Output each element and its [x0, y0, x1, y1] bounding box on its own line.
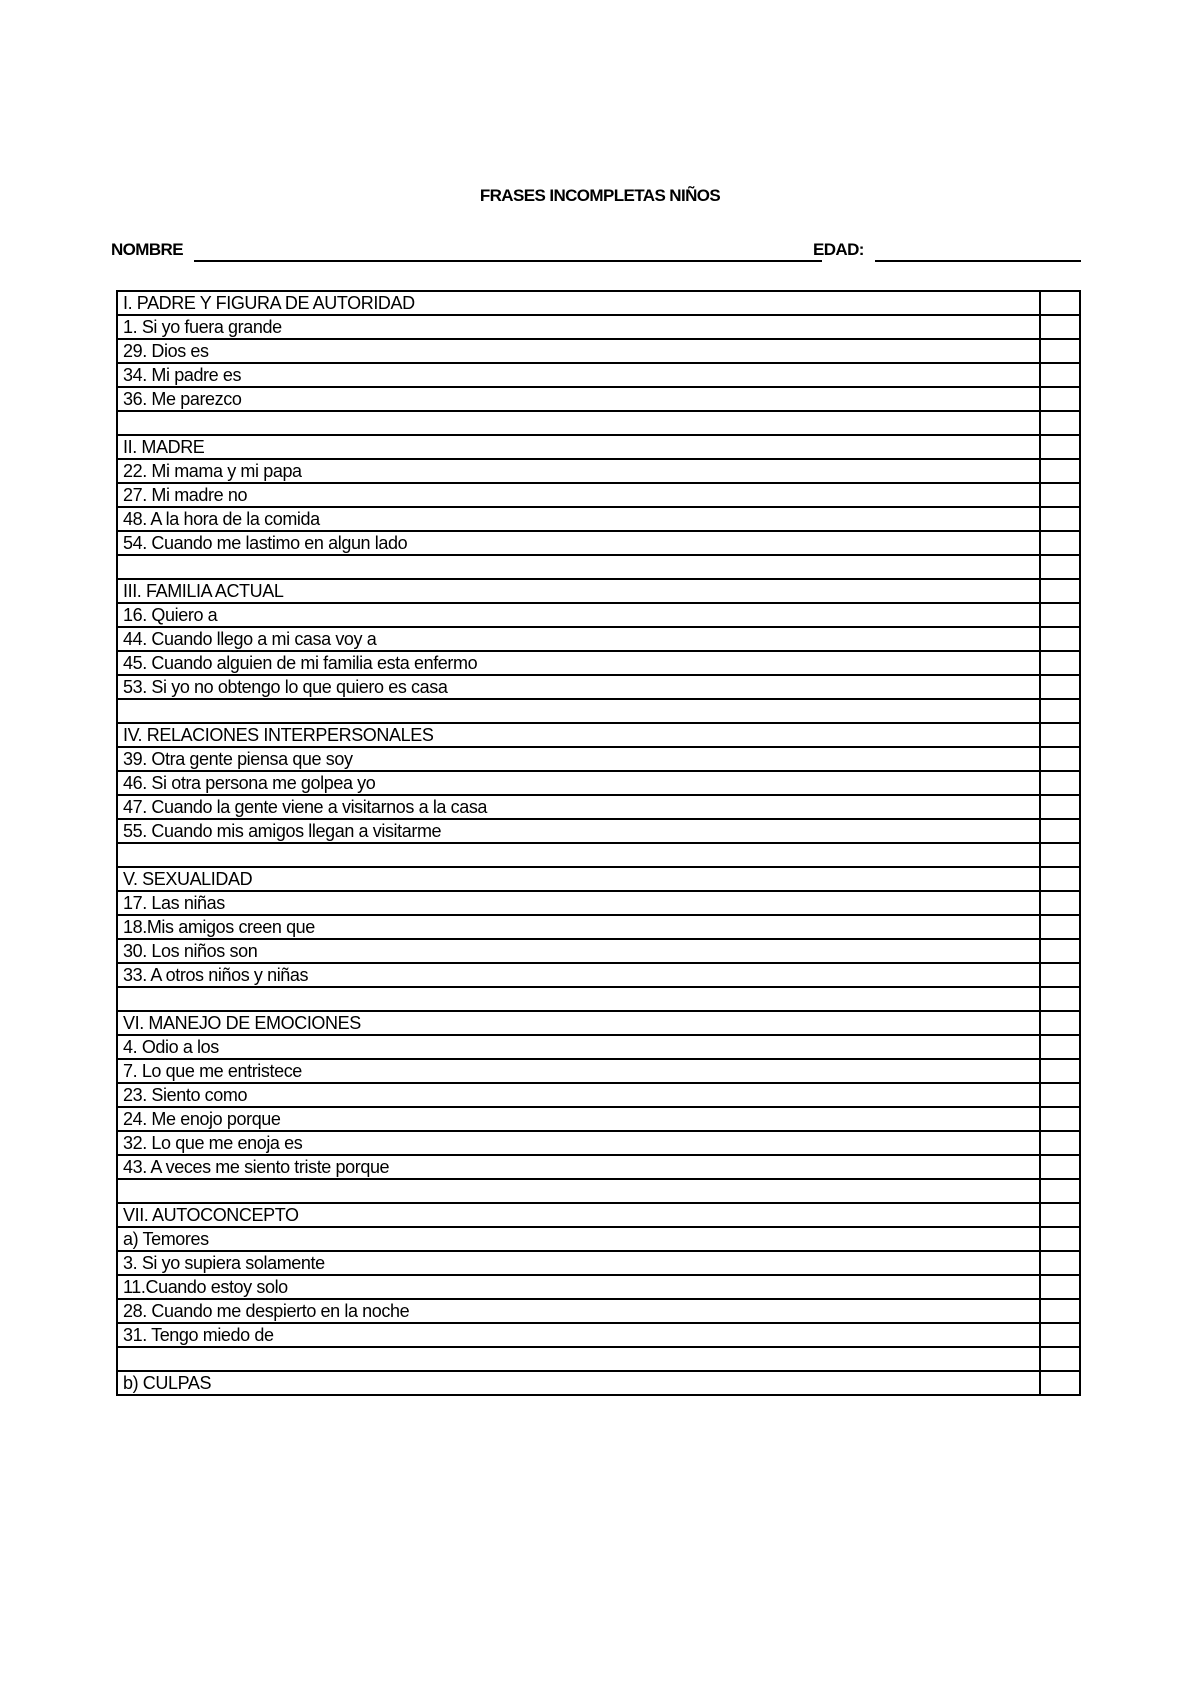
response-box[interactable]	[1040, 459, 1080, 483]
response-box[interactable]	[1040, 699, 1080, 723]
spacer-row	[117, 1347, 1080, 1371]
response-box[interactable]	[1040, 963, 1080, 987]
spacer-cell	[117, 1179, 1040, 1203]
spacer-cell	[117, 843, 1040, 867]
spacer-cell	[117, 555, 1040, 579]
response-box[interactable]	[1040, 1131, 1080, 1155]
response-box[interactable]	[1040, 1035, 1080, 1059]
sentence-row	[117, 771, 1080, 795]
response-box[interactable]	[1040, 1059, 1080, 1083]
sentence-row	[117, 1299, 1080, 1323]
sentence-text: 47. Cuando la gente viene a visitarnos a la casa	[117, 795, 1040, 819]
sentence-row	[117, 1323, 1080, 1347]
response-box[interactable]	[1040, 1227, 1080, 1251]
response-box[interactable]	[1040, 891, 1080, 915]
response-box[interactable]	[1040, 363, 1080, 387]
sentence-row	[117, 387, 1080, 411]
document-title: FRASES INCOMPLETAS NIÑOS	[479, 186, 721, 205]
nombre-field[interactable]	[194, 260, 822, 262]
sentence-text: 22. Mi mama y mi papa	[117, 459, 1040, 483]
sentence-text: 17. Las niñas	[117, 891, 1040, 915]
sentences-table	[116, 290, 1081, 1396]
response-box[interactable]	[1040, 435, 1080, 459]
sentence-row	[117, 963, 1080, 987]
response-box[interactable]	[1040, 1347, 1080, 1371]
sentence-text: 28. Cuando me despierto en la noche	[117, 1299, 1040, 1323]
sentence-text: 44. Cuando llego a mi casa voy a	[117, 627, 1040, 651]
section-title: IV. RELACIONES INTERPERSONALES	[117, 723, 1040, 747]
nombre-label: NOMBRE	[111, 240, 183, 259]
response-box[interactable]	[1040, 507, 1080, 531]
sentences-table-body	[117, 291, 1080, 1395]
response-box[interactable]	[1040, 1323, 1080, 1347]
sentence-row	[117, 675, 1080, 699]
sentence-row	[117, 891, 1080, 915]
sentence-row	[117, 651, 1080, 675]
edad-label: EDAD:	[813, 240, 864, 259]
sentence-row	[117, 603, 1080, 627]
response-box[interactable]	[1040, 747, 1080, 771]
sentence-text: 23. Siento como	[117, 1083, 1040, 1107]
sentence-text: 31. Tengo miedo de	[117, 1323, 1040, 1347]
section-header-row	[117, 723, 1080, 747]
sentence-row	[117, 507, 1080, 531]
response-box[interactable]	[1040, 795, 1080, 819]
sentence-text: 1. Si yo fuera grande	[117, 315, 1040, 339]
sentence-row	[117, 915, 1080, 939]
response-box[interactable]	[1040, 1179, 1080, 1203]
sentence-text: 4. Odio a los	[117, 1035, 1040, 1059]
sentence-row	[117, 339, 1080, 363]
response-box[interactable]	[1040, 987, 1080, 1011]
sentence-row	[117, 531, 1080, 555]
response-box[interactable]	[1040, 1083, 1080, 1107]
sentence-row	[117, 1083, 1080, 1107]
sentence-row	[117, 1035, 1080, 1059]
sentence-text: 3. Si yo supiera solamente	[117, 1251, 1040, 1275]
response-box[interactable]	[1040, 651, 1080, 675]
response-box[interactable]	[1040, 315, 1080, 339]
response-box[interactable]	[1040, 675, 1080, 699]
sentence-text: 32. Lo que me enoja es	[117, 1131, 1040, 1155]
response-box[interactable]	[1040, 819, 1080, 843]
response-box[interactable]	[1040, 555, 1080, 579]
sentence-row	[117, 315, 1080, 339]
spacer-cell	[117, 987, 1040, 1011]
response-box[interactable]	[1040, 723, 1080, 747]
response-box[interactable]	[1040, 867, 1080, 891]
sentence-row	[117, 939, 1080, 963]
response-box[interactable]	[1040, 627, 1080, 651]
sentence-text: 54. Cuando me lastimo en algun lado	[117, 531, 1040, 555]
response-box[interactable]	[1040, 483, 1080, 507]
section-title: VII. AUTOCONCEPTO	[117, 1203, 1040, 1227]
sentence-text: 16. Quiero a	[117, 603, 1040, 627]
section-title: a) Temores	[117, 1227, 1040, 1251]
response-box[interactable]	[1040, 579, 1080, 603]
spacer-row	[117, 843, 1080, 867]
response-box[interactable]	[1040, 603, 1080, 627]
sentence-row	[117, 747, 1080, 771]
response-box[interactable]	[1040, 771, 1080, 795]
section-title: b) CULPAS	[117, 1371, 1040, 1395]
response-box[interactable]	[1040, 843, 1080, 867]
response-box[interactable]	[1040, 531, 1080, 555]
sentence-text: 39. Otra gente piensa que soy	[117, 747, 1040, 771]
section-title: V. SEXUALIDAD	[117, 867, 1040, 891]
response-box[interactable]	[1040, 291, 1080, 315]
sentence-text: 18.Mis amigos creen que	[117, 915, 1040, 939]
section-header-row	[117, 1203, 1080, 1227]
sentence-text: 36. Me parezco	[117, 387, 1040, 411]
sentence-text: 33. A otros niños y niñas	[117, 963, 1040, 987]
sentence-text: 43. A veces me siento triste porque	[117, 1155, 1040, 1179]
response-box[interactable]	[1040, 1107, 1080, 1131]
sentence-row	[117, 459, 1080, 483]
sentence-text: 29. Dios es	[117, 339, 1040, 363]
response-box[interactable]	[1040, 387, 1080, 411]
response-box[interactable]	[1040, 1299, 1080, 1323]
response-box[interactable]	[1040, 915, 1080, 939]
sentence-row	[117, 483, 1080, 507]
sentence-row	[117, 1155, 1080, 1179]
response-box[interactable]	[1040, 1371, 1080, 1395]
section-title: I. PADRE Y FIGURA DE AUTORIDAD	[117, 291, 1040, 315]
sentence-text: 48. A la hora de la comida	[117, 507, 1040, 531]
spacer-row	[117, 699, 1080, 723]
section-title: VI. MANEJO DE EMOCIONES	[117, 1011, 1040, 1035]
sentence-row	[117, 1131, 1080, 1155]
spacer-cell	[117, 411, 1040, 435]
sentence-text: 53. Si yo no obtengo lo que quiero es casa	[117, 675, 1040, 699]
section-header-row	[117, 1371, 1080, 1395]
sentence-text: 7. Lo que me entristece	[117, 1059, 1040, 1083]
section-header-row	[117, 435, 1080, 459]
sentence-text: 46. Si otra persona me golpea yo	[117, 771, 1040, 795]
section-header-row	[117, 579, 1080, 603]
sentence-text: 55. Cuando mis amigos llegan a visitarme	[117, 819, 1040, 843]
section-header-row	[117, 1227, 1080, 1251]
response-box[interactable]	[1040, 1203, 1080, 1227]
response-box[interactable]	[1040, 411, 1080, 435]
section-header-row	[117, 867, 1080, 891]
response-box[interactable]	[1040, 339, 1080, 363]
section-title: II. MADRE	[117, 435, 1040, 459]
sentence-row	[117, 795, 1080, 819]
header-fields	[111, 238, 1081, 264]
response-box[interactable]	[1040, 939, 1080, 963]
spacer-row	[117, 411, 1080, 435]
spacer-cell	[117, 699, 1040, 723]
edad-field[interactable]	[875, 260, 1081, 262]
response-box[interactable]	[1040, 1275, 1080, 1299]
sentence-row	[117, 1251, 1080, 1275]
spacer-row	[117, 555, 1080, 579]
spacer-row	[117, 987, 1080, 1011]
sentence-row	[117, 1059, 1080, 1083]
sentence-row	[117, 1107, 1080, 1131]
sentence-text: 24. Me enojo porque	[117, 1107, 1040, 1131]
sentence-text: 34. Mi padre es	[117, 363, 1040, 387]
sentence-row	[117, 819, 1080, 843]
spacer-cell	[117, 1347, 1040, 1371]
response-box[interactable]	[1040, 1251, 1080, 1275]
spacer-row	[117, 1179, 1080, 1203]
sentence-text: 27. Mi madre no	[117, 483, 1040, 507]
section-header-row	[117, 291, 1080, 315]
sentence-text: 11.Cuando estoy solo	[117, 1275, 1040, 1299]
section-title: III. FAMILIA ACTUAL	[117, 579, 1040, 603]
sentence-text: 45. Cuando alguien de mi familia esta enfermo	[117, 651, 1040, 675]
sentence-text: 30. Los niños son	[117, 939, 1040, 963]
sentence-row	[117, 1275, 1080, 1299]
sentence-row	[117, 363, 1080, 387]
sentence-row	[117, 627, 1080, 651]
response-box[interactable]	[1040, 1155, 1080, 1179]
response-box[interactable]	[1040, 1011, 1080, 1035]
section-header-row	[117, 1011, 1080, 1035]
